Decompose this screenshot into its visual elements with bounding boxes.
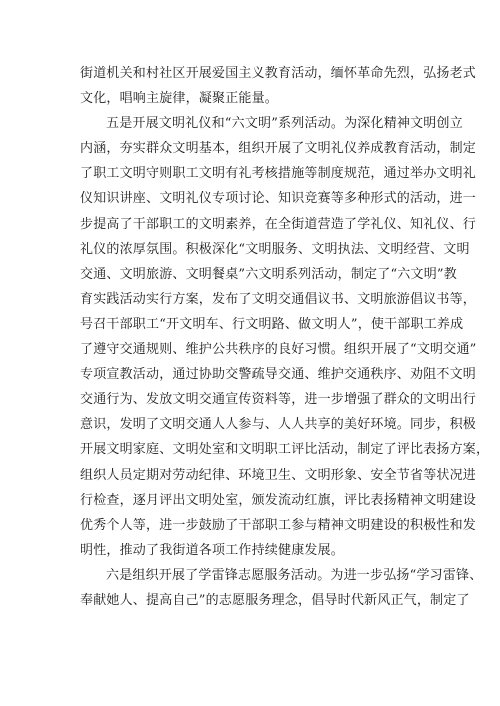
text-line: 明性，推动了我街道各项工作持续健康发展。 [80,542,345,558]
text-line: 组织人员定期对劳动纪律、环境卫生、文明形象、安全节省等状况进 [80,467,477,483]
text-line: 交通、文明旅游、文明餐桌”六文明系列活动，制定了“六文明”教 [80,266,457,282]
text-line: 步提高了干部职工的文明素养，在全街道营造了学礼仪、知礼仪、行 [80,216,477,232]
text-line: 了遵守交通规则、维护公共秩序的良好习惯。组织开展了“文明交通” [80,342,477,358]
text-line: 礼仪的浓厚氛围。积极深化“文明服务、文明执法、文明经营、文明 [80,241,470,257]
text-line: 开展文明家庭、文明处室和文明职工评比活动，制定了评比表扬方案， [80,442,490,458]
text-line: 仪知识讲座、文明礼仪专项讨论、知识竞赛等多种形式的活动，进一 [80,191,477,207]
body-text [80,61,490,613]
paragraph-first-line: 五是开展文明礼仪和“六文明”系列活动。为深化精神文明创立 [106,116,463,132]
text-line: 了职工文明守则职工文明有礼考核措施等制度规范，通过举办文明礼 [80,166,477,182]
text-line: 意识，发明了文明交通人人参与、人人共享的美好环境。同步，积极 [80,417,477,433]
text-line: 奉献她人、提高自己”的志愿服务理念，倡导时代新风正气，制定了 [80,592,470,608]
text-line: 优秀个人等，进一步鼓励了干部职工参与精神文明建设的积极性和发 [80,517,477,533]
text-line: 街道机关和村社区开展爱国主义教育活动，缅怀革命先烈，弘扬老式 [80,66,477,81]
text-line: 专项宣教活动，通过协助交警疏导交通、维护交通秩序、劝阻不文明 [80,367,477,383]
text-line: 文化，唱响主旋律，凝聚正能量。 [80,91,279,107]
text-line: 号召干部职工“开文明车、行文明路、做文明人”，使干部职工养成 [80,316,464,332]
text-line: 内涵，夯实群众文明基本，组织开展了文明礼仪养成教育活动，制定 [80,141,477,157]
text-line: 交通行为、发放文明交通宣传资料等，进一步增强了群众的文明出行 [80,392,477,408]
text-line: 育实践活动实行方案，发布了文明交通倡议书、文明旅游倡议书等， [80,291,477,307]
paragraph-first-line: 六是组织开展了学雷锋志愿服务活动。为进一步弘扬“学习雷锋、 [106,567,483,583]
text-line: 行检查，逐月评出文明处室，颁发流动红旗，评比表扬精神文明建设 [80,492,477,508]
